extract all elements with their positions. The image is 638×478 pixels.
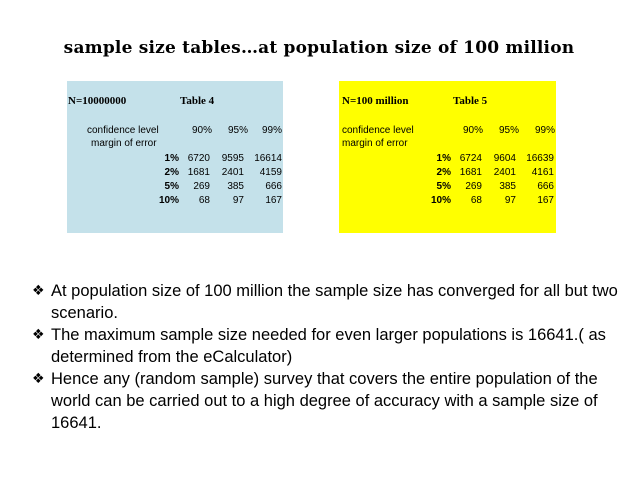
value-cell: 68 bbox=[470, 195, 482, 206]
table-5-label: Table 5 bbox=[453, 95, 488, 107]
table-row bbox=[339, 153, 556, 167]
table-5 bbox=[339, 81, 556, 233]
value-cell: 1681 bbox=[459, 167, 482, 178]
value-cell: 4159 bbox=[259, 167, 282, 178]
table-4-margin-label: margin of error bbox=[91, 138, 157, 149]
bullet-text: At population size of 100 million the sample size has converged for all but two scenario. bbox=[51, 282, 618, 322]
table-4-label: Table 4 bbox=[180, 95, 215, 107]
value-cell: 269 bbox=[193, 181, 210, 192]
value-cell: 6724 bbox=[459, 153, 482, 164]
bullet-text: The maximum sample size needed for even larger populations is 16641.( as determined from the eCalculator) bbox=[51, 326, 606, 366]
value-cell: 97 bbox=[232, 195, 244, 206]
value-cell: 68 bbox=[198, 195, 210, 206]
table-5-rows bbox=[339, 153, 556, 209]
margin-cell: 2% bbox=[164, 167, 179, 178]
table-row bbox=[67, 167, 283, 181]
table-row bbox=[67, 195, 283, 209]
four-diamond-bullet-icon: ❖ bbox=[32, 327, 45, 343]
table-row bbox=[339, 181, 556, 195]
margin-cell: 5% bbox=[164, 181, 179, 192]
bullet-list bbox=[32, 280, 622, 434]
table-4-col-99: 99% bbox=[261, 125, 282, 136]
table-4-col-90: 90% bbox=[191, 125, 212, 136]
value-cell: 4161 bbox=[531, 167, 554, 178]
table-4 bbox=[67, 81, 283, 233]
value-cell: 9604 bbox=[493, 153, 516, 164]
table-row bbox=[67, 153, 283, 167]
value-cell: 2401 bbox=[493, 167, 516, 178]
table-5-margin-label: margin of error bbox=[342, 138, 408, 149]
margin-cell: 1% bbox=[436, 153, 451, 164]
value-cell: 167 bbox=[537, 195, 554, 206]
table-5-col-99: 99% bbox=[534, 125, 555, 136]
margin-cell: 10% bbox=[430, 195, 451, 206]
value-cell: 16639 bbox=[526, 153, 554, 164]
value-cell: 9595 bbox=[221, 153, 244, 164]
value-cell: 666 bbox=[265, 181, 282, 192]
table-4-confidence-label: confidence level bbox=[87, 125, 159, 136]
table-5-confidence-label: confidence level bbox=[342, 125, 414, 136]
value-cell: 2401 bbox=[221, 167, 244, 178]
value-cell: 385 bbox=[499, 181, 516, 192]
four-diamond-bullet-icon: ❖ bbox=[32, 283, 45, 299]
value-cell: 269 bbox=[465, 181, 482, 192]
value-cell: 6720 bbox=[187, 153, 210, 164]
table-4-rows bbox=[67, 153, 283, 209]
list-item bbox=[32, 280, 622, 324]
margin-cell: 1% bbox=[164, 153, 179, 164]
margin-cell: 5% bbox=[436, 181, 451, 192]
list-item bbox=[32, 324, 622, 368]
value-cell: 167 bbox=[265, 195, 282, 206]
table-row bbox=[67, 181, 283, 195]
margin-cell: 10% bbox=[158, 195, 179, 206]
value-cell: 385 bbox=[227, 181, 244, 192]
value-cell: 1681 bbox=[187, 167, 210, 178]
margin-cell: 2% bbox=[436, 167, 451, 178]
value-cell: 97 bbox=[504, 195, 516, 206]
list-item bbox=[32, 368, 622, 434]
value-cell: 666 bbox=[537, 181, 554, 192]
table-row bbox=[339, 167, 556, 181]
table-4-n-label: N=10000000 bbox=[68, 95, 127, 107]
bullet-text: Hence any (random sample) survey that covers the entire population of the world can be carried out to a high degree of accuracy with a sample size of 16641. bbox=[51, 370, 598, 432]
table-4-col-95: 95% bbox=[227, 125, 248, 136]
slide-title: sample size tables…at population size of 100 million bbox=[63, 38, 575, 58]
table-5-n-label: N=100 million bbox=[342, 95, 409, 107]
table-5-col-90: 90% bbox=[462, 125, 483, 136]
table-row bbox=[339, 195, 556, 209]
value-cell: 16614 bbox=[254, 153, 282, 164]
four-diamond-bullet-icon: ❖ bbox=[32, 371, 45, 387]
table-5-col-95: 95% bbox=[498, 125, 519, 136]
